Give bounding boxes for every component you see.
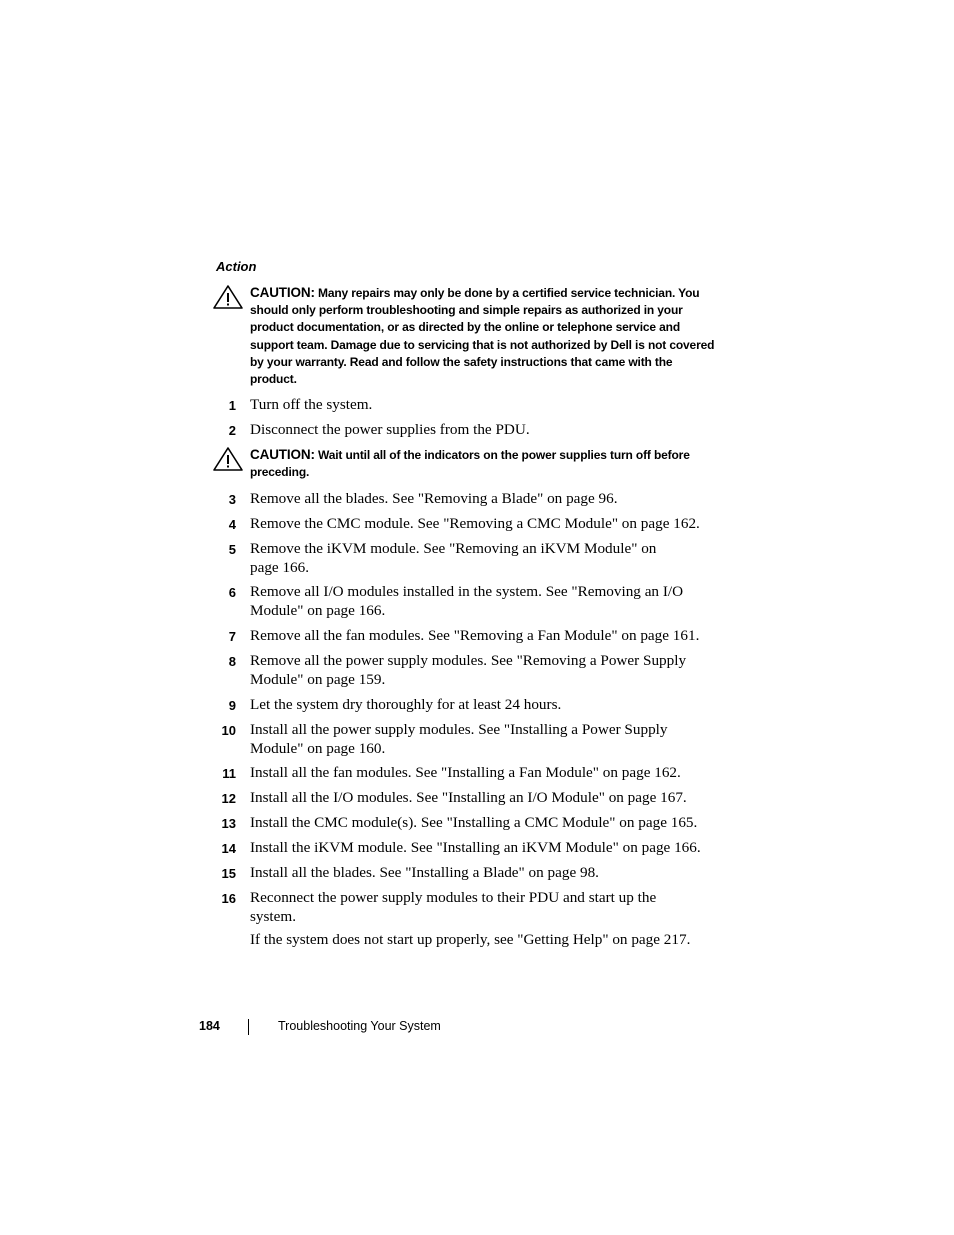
step-number: 5 (228, 542, 236, 557)
caution-text-1 (250, 284, 717, 388)
list-item (212, 863, 717, 882)
footer-divider (248, 1019, 249, 1035)
list-item (212, 489, 717, 508)
step-text: Remove the CMC module. See "Removing a CMC Module" on page 162. (250, 515, 700, 532)
list-item (212, 813, 717, 832)
list-item (212, 720, 682, 758)
step-number: 6 (228, 585, 236, 600)
note-text: If the system does not start up properly, see "Getting Help" on page 217. (250, 931, 691, 948)
step-text: Remove all the power supply modules. See "Removing a Power Supply Module" on page 159. (250, 652, 687, 688)
step-text: Remove all the blades. See "Removing a Blade" on page 96. (250, 490, 618, 507)
list-item (212, 395, 717, 414)
list-item (212, 888, 692, 926)
caution-body: Many repairs may only be done by a certified service technician. You should only perform troubleshooting and simple repairs as authorized in your product documentation, or as directed by the online or telephone service and support team. Damage due to servicing that is not authorized by Dell is not covered by your warranty. Read and follow the safety instructions that came with the product. (250, 286, 715, 387)
step-text: Disconnect the power supplies from the PDU. (250, 421, 530, 438)
caution-body: Wait until all of the indicators on the power supplies turn off before preceding. (250, 448, 690, 480)
step-number: 4 (228, 517, 236, 532)
step-number: 16 (221, 891, 236, 906)
list-item (212, 626, 717, 645)
step-text: Remove all the fan modules. See "Removing a Fan Module" on page 161. (250, 627, 700, 644)
step-text: Install all the blades. See "Installing a Blade" on page 98. (250, 864, 599, 881)
list-item (212, 763, 717, 782)
step-text: Reconnect the power supply modules to their PDU and start up the system. (250, 889, 657, 925)
step-text: Install all the I/O modules. See "Installing an I/O Module" on page 167. (250, 789, 687, 806)
step-number: 11 (222, 766, 236, 781)
step-number: 9 (228, 698, 236, 713)
list-item (212, 651, 697, 689)
step-text: Remove the iKVM module. See "Removing an iKVM Module" on page 166. (250, 540, 657, 576)
step-text: Remove all I/O modules installed in the system. See "Removing an I/O Module" on page 166. (250, 583, 684, 619)
step-number: 7 (228, 629, 236, 644)
step-number: 2 (228, 423, 236, 438)
step-number: 13 (221, 816, 236, 831)
warning-triangle-icon (212, 284, 244, 310)
step-number: 3 (228, 492, 236, 507)
list-item (212, 539, 662, 577)
step-text: Install all the power supply modules. See "Installing a Power Supply Module" on page 160. (250, 721, 668, 757)
step-text: Let the system dry thoroughly for at least 24 hours. (250, 696, 562, 713)
list-item (212, 838, 717, 857)
step-number: 12 (221, 791, 236, 806)
caution-text-2 (250, 446, 717, 481)
list-item (212, 695, 717, 714)
step-number: 1 (228, 398, 236, 413)
step-text: Install all the fan modules. See "Installing a Fan Module" on page 162. (250, 764, 681, 781)
footer-title: Troubleshooting Your System (278, 1019, 441, 1033)
section-heading: Action (216, 259, 257, 274)
step-text: Install the iKVM module. See "Installing an iKVM Module" on page 166. (250, 839, 701, 856)
step-number: 10 (221, 723, 236, 738)
step-number: 15 (221, 866, 236, 881)
caution-label: CAUTION: (250, 447, 315, 462)
step-text: Turn off the system. (250, 396, 373, 413)
caution-block-2 (212, 446, 717, 481)
step-text: Install the CMC module(s). See "Installing a CMC Module" on page 165. (250, 814, 698, 831)
list-item (212, 514, 717, 533)
caution-label: CAUTION: (250, 285, 315, 300)
caution-block-1 (212, 284, 717, 388)
page-number: 184 (199, 1019, 220, 1033)
step-number: 8 (228, 654, 236, 669)
step-number: 14 (221, 841, 236, 856)
list-item (212, 788, 717, 807)
warning-triangle-icon (212, 446, 244, 472)
list-item (212, 582, 697, 620)
list-item (212, 420, 717, 439)
